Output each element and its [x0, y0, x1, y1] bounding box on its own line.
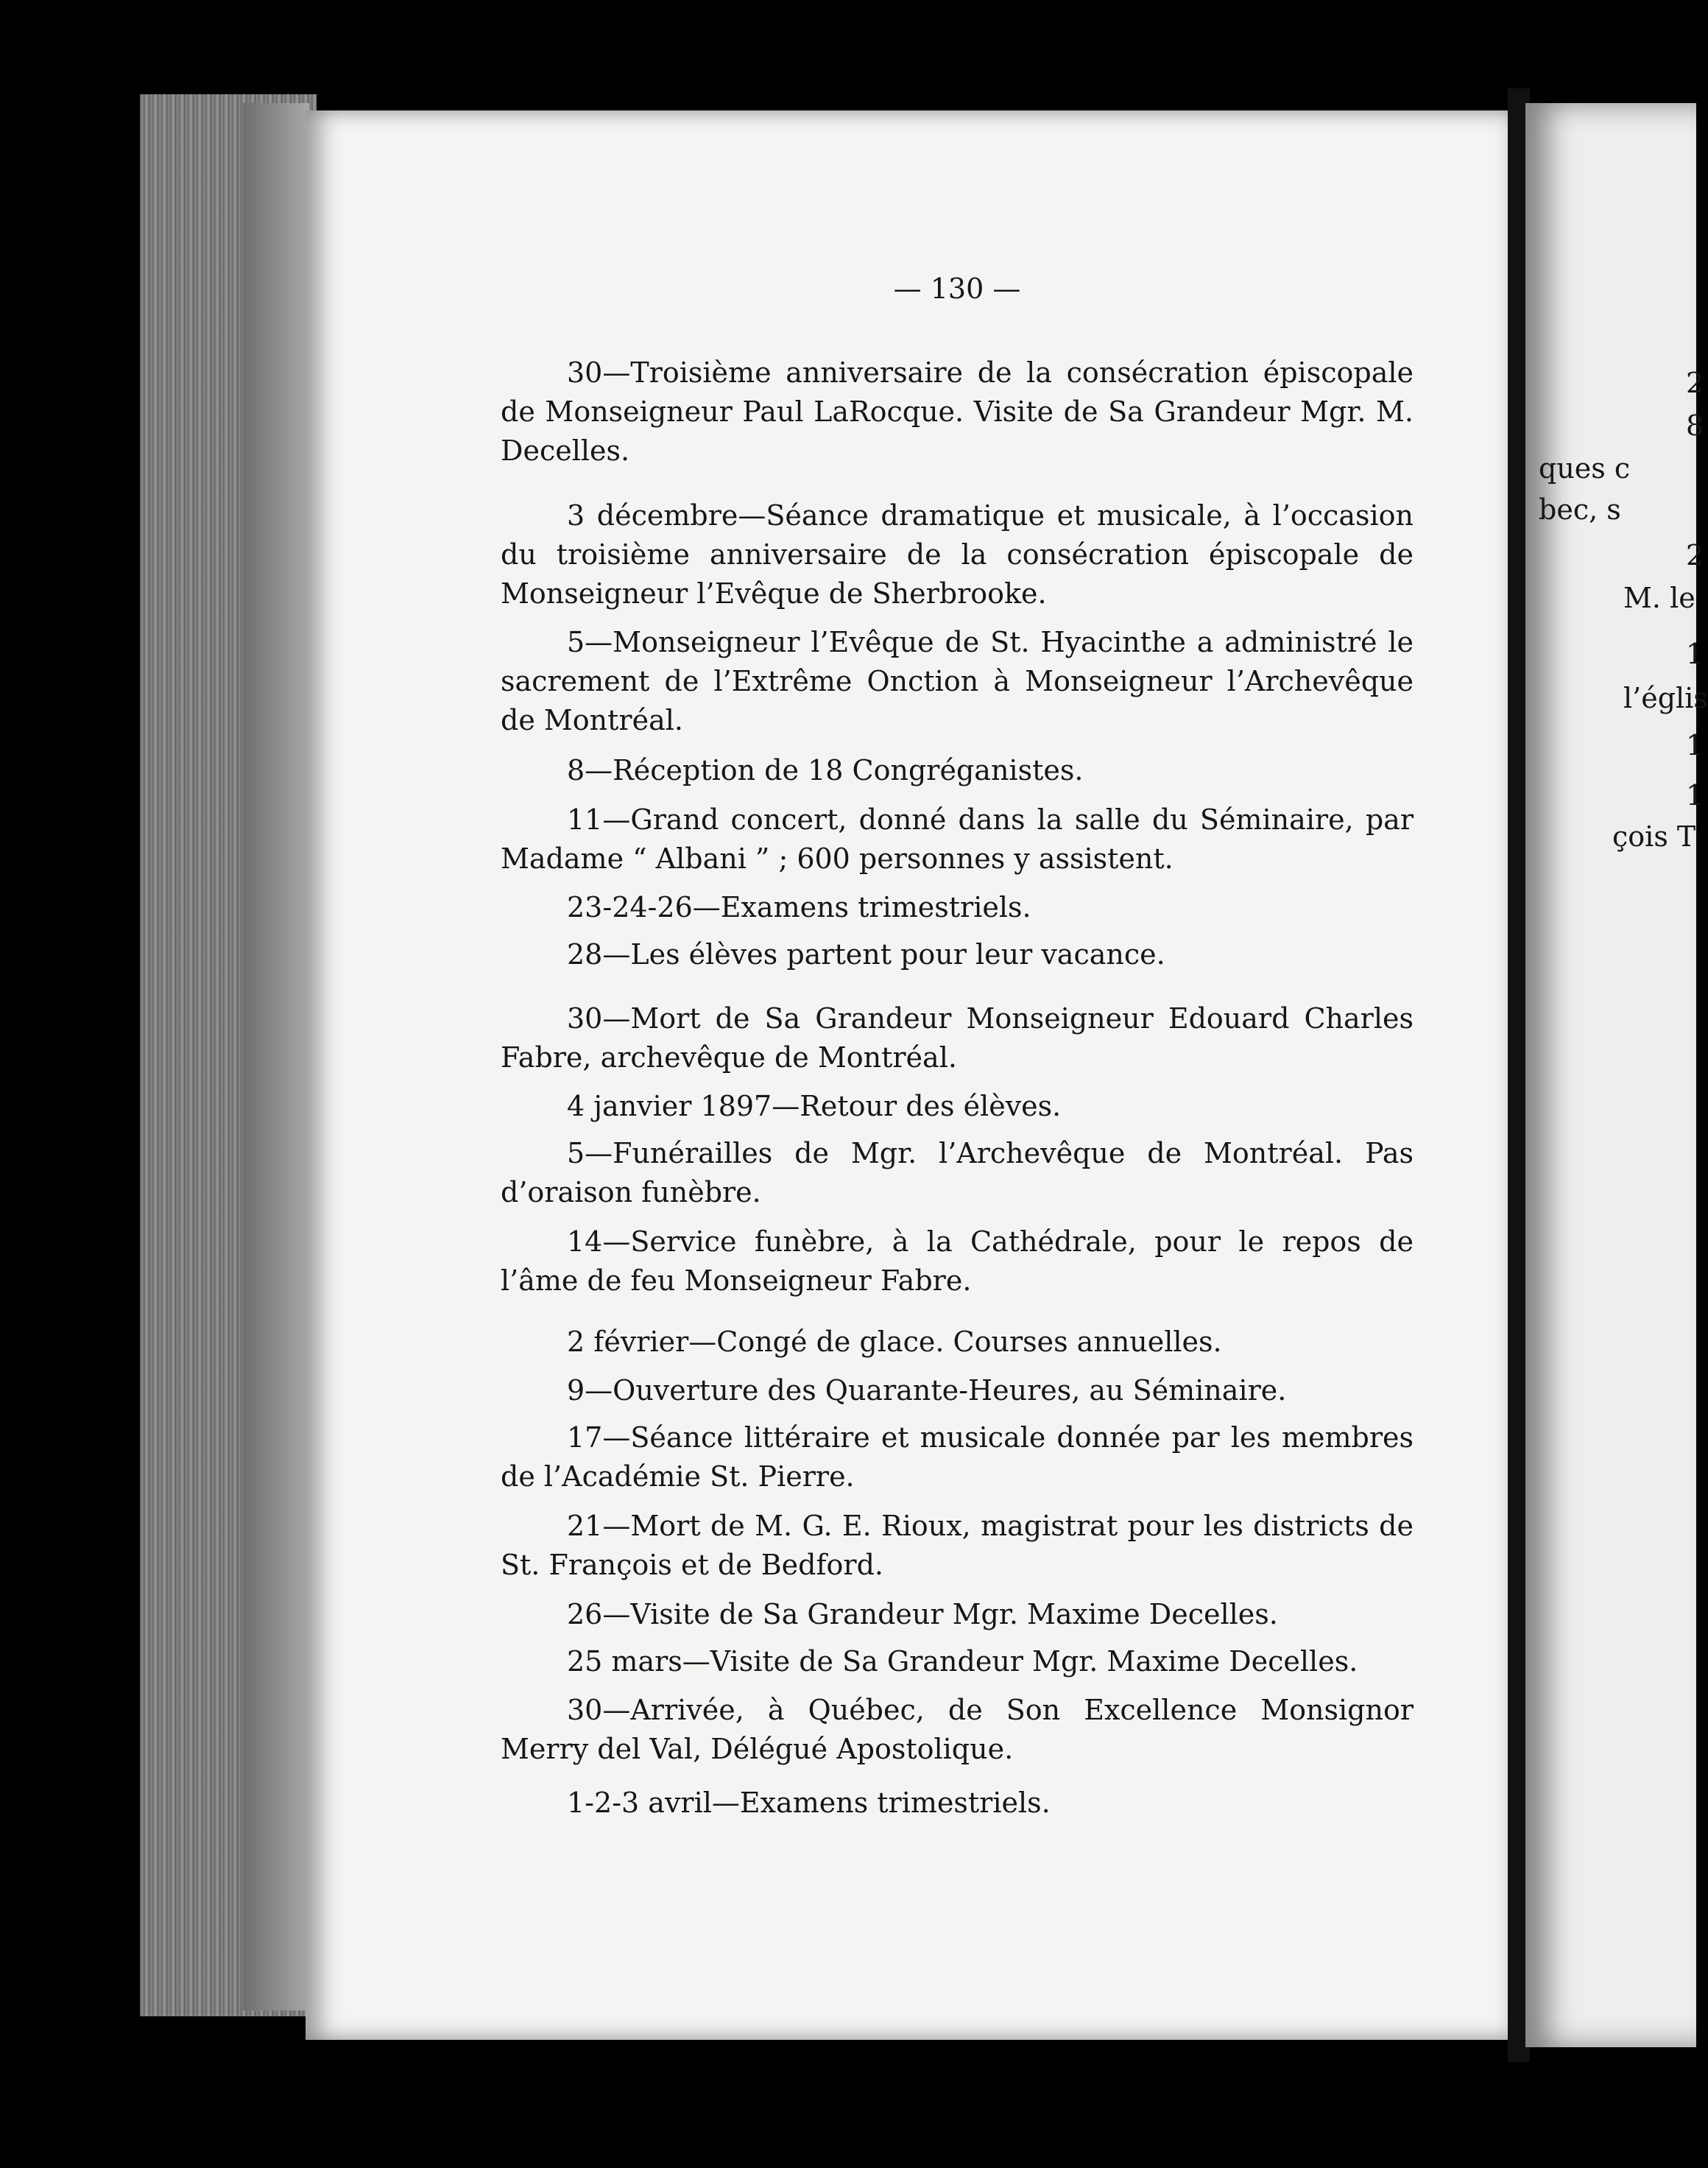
entry-9: 4 janvier 1897—Retour des élèves.	[567, 1090, 1062, 1122]
right-fragment-2: 8	[1686, 409, 1704, 442]
right-fragment-7: 1	[1686, 638, 1704, 670]
entry-6: 23-24-26—Examens trimestriels.	[567, 891, 1031, 923]
entry-10: 5—Funérailles de Mgr. l’Archevêque de Montréal. Pas d’oraison funèbre.	[501, 1137, 1414, 1208]
entry-15: 21—Mort de M. G. E. Rioux, magistrat pour les districts de St. François et de Bedford.	[501, 1510, 1414, 1581]
entry-13: 9—Ouverture des Quarante-Heures, au Séminaire.	[567, 1374, 1287, 1407]
right-fragment-10: 1	[1686, 779, 1704, 812]
entry-14: 17—Séance littéraire et musicale donnée par les membres de l’Académie St. Pierre.	[501, 1421, 1414, 1493]
right-fragment-4: bec, s	[1539, 493, 1621, 526]
page-number: — 130 —	[893, 272, 1021, 305]
entry-18: 30—Arrivée, à Québec, de Son Excellence Monsignor Merry del Val, Délégué Apostolique.	[501, 1694, 1414, 1765]
entry-3: 5—Monseigneur l’Evêque de St. Hyacinthe a administré le sacrement de l’Extrême Onction à Monseigneur l’Archevêque de Montréal.	[501, 626, 1414, 736]
entry-8: 30—Mort de Sa Grandeur Monseigneur Edouard Charles Fabre, archevêque de Montréal.	[501, 1002, 1414, 1074]
entry-19: 1-2-3 avril—Examens trimestriels.	[567, 1787, 1051, 1819]
entry-2: 3 décembre—Séance dramatique et musicale, à l’occasion du troisième anniversaire de la consécration épiscopale de Monseigneur l’Evêque de Sherbrooke.	[501, 499, 1414, 610]
right-fragment-8: l’églis	[1623, 682, 1708, 714]
entry-17: 25 mars—Visite de Sa Grandeur Mgr. Maxime Decelles.	[567, 1645, 1358, 1678]
entry-11: 14—Service funèbre, à la Cathédrale, pour le repos de l’âme de feu Monseigneur Fabre.	[501, 1225, 1414, 1297]
right-page	[1525, 103, 1696, 2047]
right-fragment-11: çois T	[1612, 820, 1696, 853]
entry-7: 28—Les élèves partent pour leur vacance.	[567, 938, 1165, 971]
entry-5: 11—Grand concert, donné dans la salle du Séminaire, par Madame “ Albani ” ; 600 personnes y assistent.	[501, 803, 1414, 875]
right-fragment-6: M. le	[1623, 582, 1695, 614]
entry-12: 2 février—Congé de glace. Courses annuelles.	[567, 1326, 1222, 1358]
right-fragment-1: 2	[1686, 367, 1704, 399]
page-edges-inner	[243, 103, 309, 2010]
right-fragment-5: 2	[1686, 539, 1704, 571]
right-fragment-3: ques c	[1539, 452, 1631, 485]
right-fragment-9: 1	[1686, 729, 1704, 761]
entry-4: 8—Réception de 18 Congréganistes.	[567, 754, 1084, 786]
entry-16: 26—Visite de Sa Grandeur Mgr. Maxime Decelles.	[567, 1598, 1278, 1630]
entry-1: 30—Troisième anniversaire de la consécration épiscopale de Monseigneur Paul LaRocque. Visite de Sa Grandeur Mgr. M. Decelles.	[501, 356, 1414, 467]
